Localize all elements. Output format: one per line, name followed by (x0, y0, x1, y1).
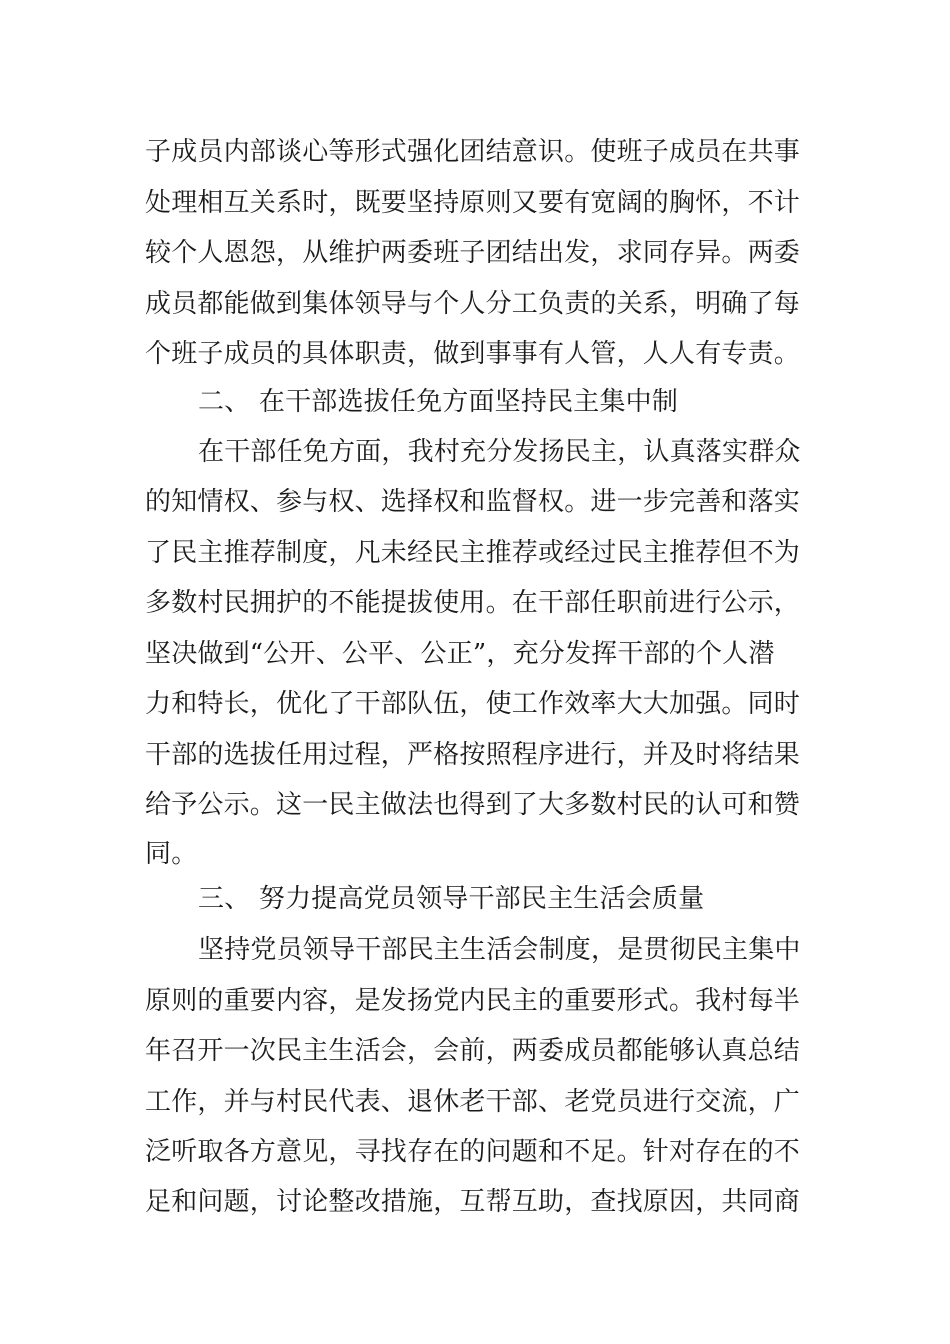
section-heading-2: 二、 在干部选拔任免方面坚持民主集中制 (198, 387, 679, 417)
text-line: 成员都能做到集体领导与个人分工负责的关系，明确了每 (145, 289, 801, 319)
text-line: 原则的重要内容，是发扬党内民主的重要形式。我村每半 (145, 986, 801, 1016)
text-line: 力和特长，优化了干部队伍，使工作效率大大加强。同时 (145, 689, 801, 719)
text-line: 足和问题，讨论整改措施，互帮互助，查找原因，共同商 (145, 1187, 801, 1217)
text-line: 年召开一次民主生活会，会前，两委成员都能够认真总结 (145, 1036, 801, 1066)
text-line: 了民主推荐制度，凡未经民主推荐或经过民主推荐但不为 (145, 538, 801, 568)
section-heading-3: 三、 努力提高党员领导干部民主生活会质量 (198, 884, 705, 914)
text-line: 给予公示。这一民主做法也得到了大多数村民的认可和赞 (145, 790, 801, 820)
text-line: 坚决做到“公开、公平、公正”，充分发挥干部的个人潜 (145, 639, 775, 669)
text-line: 个班子成员的具体职责，做到事事有人管，人人有专责。 (145, 339, 801, 369)
text-line: 工作，并与村民代表、退休老干部、老党员进行交流，广 (145, 1087, 801, 1117)
text-line: 子成员内部谈心等形式强化团结意识。使班子成员在共事 (145, 137, 801, 167)
text-line: 的知情权、参与权、选择权和监督权。进一步完善和落实 (145, 487, 801, 517)
text-line: 泛听取各方意见，寻找存在的问题和不足。针对存在的不 (145, 1137, 801, 1167)
text-line: 坚持党员领导干部民主生活会制度，是贯彻民主集中 (198, 935, 801, 965)
text-line: 多数村民拥护的不能提拔使用。在干部任职前进行公示， (145, 588, 801, 618)
text-line: 较个人恩怨，从维护两委班子团结出发，求同存异。两委 (145, 238, 801, 268)
text-line: 同。 (145, 839, 198, 869)
text-line: 干部的选拔任用过程，严格按照程序进行，并及时将结果 (145, 740, 801, 770)
text-line: 在干部任免方面，我村充分发扬民主，认真落实群众 (198, 437, 801, 467)
text-line: 处理相互关系时，既要坚持原则又要有宽阔的胸怀，不计 (145, 188, 801, 218)
